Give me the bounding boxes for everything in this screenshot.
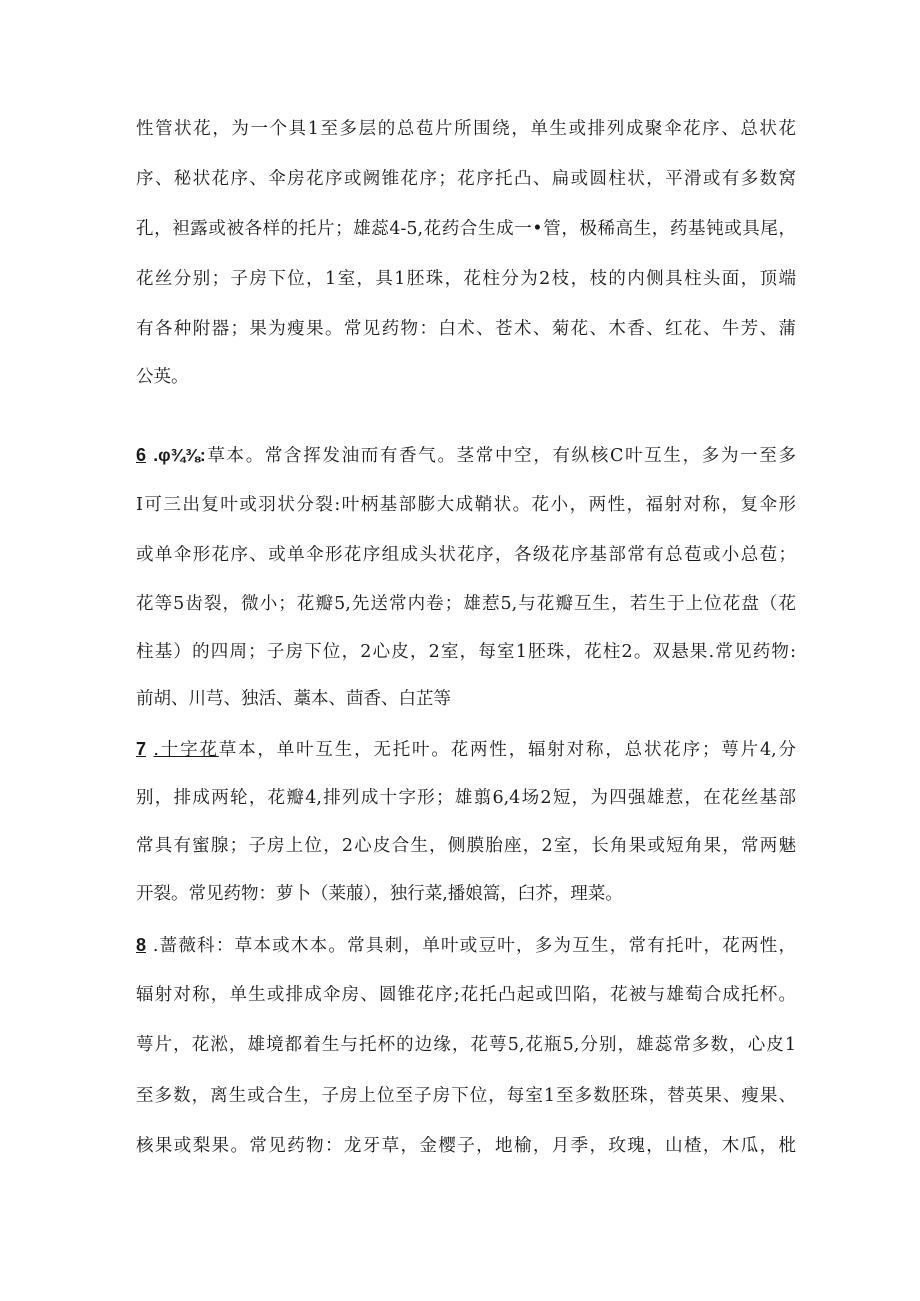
paragraph-line: I可三出复叶或羽状分裂:叶柄基部膨大成鞘状。花小，两性，福射对称，复伞形 [136,495,796,515]
section-6-number: 6 [136,445,147,465]
paragraph-line: 开裂。常见药物：萝卜（莱菔），独行菜,播娘篙，臼芥，理菜。 [136,884,623,904]
section-6-title: .φ¾⅜: [153,445,206,465]
paragraph-line: 辐射对称，单生或排成伞房、圆锥花序;花托凸起或凹陷，花被与雄萄合成托杯。 [136,985,796,1005]
paragraph-line: 前胡、川芎、独活、藁本、茴香、白芷等 [136,689,451,709]
paragraph-line: 别，排成两轮，花瓣4,排列成十字形；雄翦6,4场2短，为四强雄惹，在花丝基部 [136,788,796,808]
paragraph-line: 常具有蜜腺；子房上位，2心皮合生，侧膜胎座，2室，长角果或短角果，常两魅 [136,836,796,856]
section-7-text: 草本，单叶互生，无托叶。花两性，辐射对称，总状花序；萼片4,分 [218,740,796,760]
section-8-first-line [136,930,796,960]
paragraph-line: 性管状花，为一个具1至多层的总苞片所围绕，单生或排列成聚伞花序、总状花 [136,119,796,139]
section-7-number: 7 [136,739,147,759]
section-8-title: .蔷薇科： [152,936,235,956]
section-6-first-line [136,440,796,470]
paragraph-line: 公英。 [136,367,189,387]
paragraph-line: 孔，袒露或被各样的托片；雄蕊4-5,花药合生成一•管，极稀高生，药基钝或具尾， [136,219,796,239]
paragraph-line: 有各种附器；果为瘦果。常见药物：白术、苍术、菊花、木香、红花、牛芳、蒲 [136,319,796,339]
section-7-title: .十字花 [153,740,219,760]
paragraph-line: 或单伞形花序、或单伞形花序组成头状花序，各级花序基部常有总苞或小总苞； [136,545,796,565]
paragraph-line: 花等5齿裂，微小；花瓣5,先送常内卷；雄惹5,与花瓣互生，若生于上位花盘（花 [136,594,796,614]
paragraph-line: 序、秘状花序、伞房花序或阙锥花序；花序托凸、扁或圆柱状，平滑或有多数窝 [136,169,796,189]
section-7-first-line [136,734,796,764]
paragraph-line: 核果或梨果。常见药物：龙牙草，金樱子，地榆，月季，玫瑰，山楂，木瓜，枇 [136,1136,796,1156]
section-6-text: 草本。常含挥发油而有香气。茎常中空，有纵核C叶互生，多为一至多 [205,446,796,466]
section-8-text: 草本或木本。常具刺，单叶或豆叶，多为互生，常有托叶，花两性， [234,936,796,956]
section-8-number: 8 [136,935,147,955]
paragraph-line: 萼片，花淞，雄境都着生与托杯的边缘，花萼5,花瓶5,分别，雄蕊常多数，心皮1 [136,1035,796,1055]
paragraph-line: 柱基）的四周；子房下位，2心皮，2室，每室1胚珠，花柱2。双悬果.常见药物: [136,642,796,662]
paragraph-line: 花丝分别；子房下位，1室，具1胚珠，花柱分为2枝，枝的内侧具柱头面，顶端 [136,269,796,289]
paragraph-line: 至多数，离生或合生，子房上位至子房下位，每室1至多数胚珠，替英果、瘦果、 [136,1086,796,1106]
